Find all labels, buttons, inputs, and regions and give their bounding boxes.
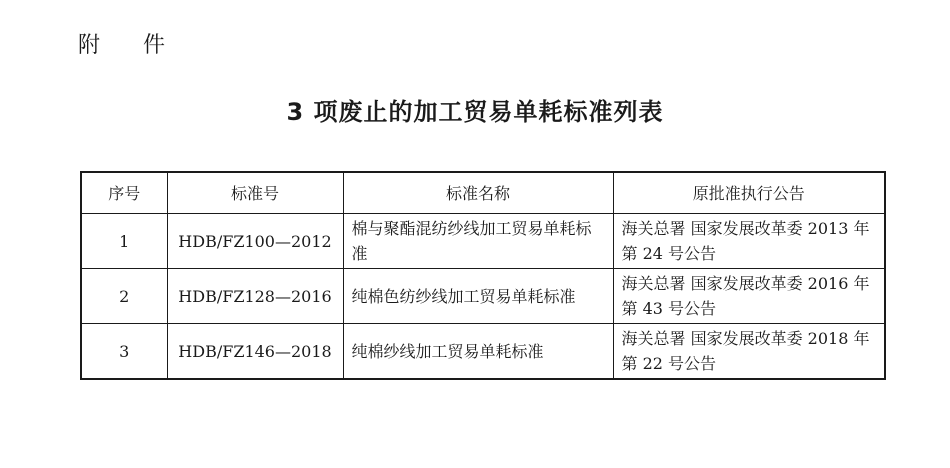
attachment-label: 附 件 bbox=[78, 33, 183, 58]
header-original-notice: 原批准执行公告 bbox=[613, 172, 885, 214]
table-header-row bbox=[81, 172, 885, 214]
document-title: 3 项废止的加工贸易单耗标准列表 bbox=[286, 98, 664, 126]
cell-standard-code: HDB/FZ128—2016 bbox=[167, 269, 343, 324]
cell-seq: 3 bbox=[81, 324, 167, 380]
cell-original-notice: 海关总署 国家发展改革委 2013 年第 24 号公告 bbox=[613, 214, 885, 269]
header-seq: 序号 bbox=[81, 172, 167, 214]
cell-seq: 1 bbox=[81, 214, 167, 269]
header-standard-name: 标准名称 bbox=[343, 172, 613, 214]
cell-original-notice: 海关总署 国家发展改革委 2016 年第 43 号公告 bbox=[613, 269, 885, 324]
cell-standard-name: 纯棉色纺纱线加工贸易单耗标准 bbox=[343, 269, 613, 324]
abolished-standards-table bbox=[80, 171, 886, 380]
header-standard-code: 标准号 bbox=[167, 172, 343, 214]
table-row bbox=[81, 269, 885, 324]
cell-standard-code: HDB/FZ100—2012 bbox=[167, 214, 343, 269]
cell-original-notice: 海关总署 国家发展改革委 2018 年第 22 号公告 bbox=[613, 324, 885, 380]
cell-seq: 2 bbox=[81, 269, 167, 324]
cell-standard-name: 纯棉纱线加工贸易单耗标准 bbox=[343, 324, 613, 380]
cell-standard-name: 棉与聚酯混纺纱线加工贸易单耗标准 bbox=[343, 214, 613, 269]
table-row bbox=[81, 214, 885, 269]
cell-standard-code: HDB/FZ146—2018 bbox=[167, 324, 343, 380]
table-row bbox=[81, 324, 885, 380]
